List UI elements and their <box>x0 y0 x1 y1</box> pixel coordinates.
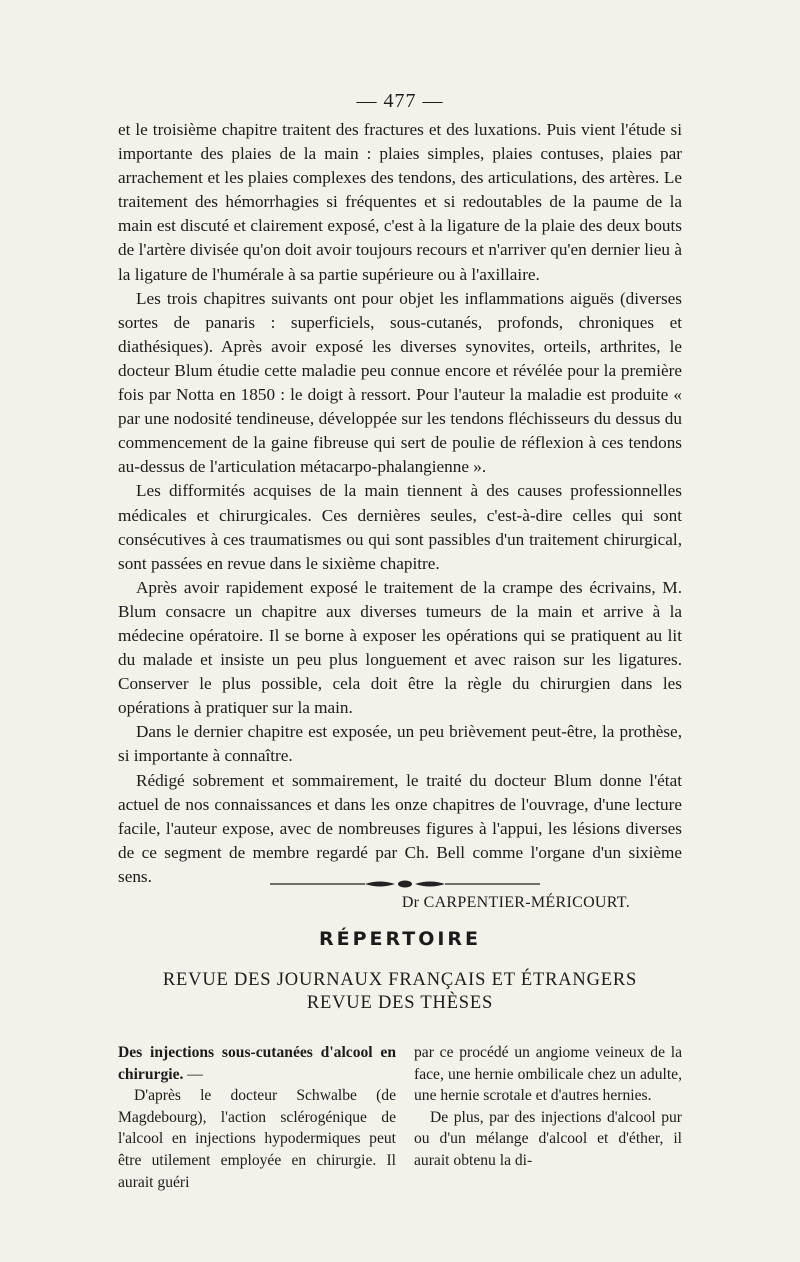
article-text: D'après le docteur Schwalbe (de Magdebourg), l'action sclérogénique de l'alcool en injections hypodermiques peut être utilement employée en chirurgie. Il aurait guéri <box>118 1087 396 1191</box>
paragraph: Après avoir rapidement exposé le traitement de la crampe des écrivains, M. Blum consacre un chapitre aux diverses tumeurs de la main et arrive à la médecine opératoire. Il se borne à exposer les opérations qui se pratiquent au lit du malade et insiste un peu plus longuement et avec raison sur les ligatures. Conserver le plus possible, cela doit être la règle du chirurgien dans les opérations à pratiquer sur la main. <box>118 577 682 718</box>
section-heading: REVUE DES JOURNAUX FRANÇAIS ET ÉTRANGERS <box>162 970 638 990</box>
paragraph: Les trois chapitres suivants ont pour objet les inflammations aiguës (diverses sortes de panaris : superficiels, sous-cutanés, profonds, chroniques et diathésiques). Après avoir exposé les diverses synovites, orteils, arthrites, le docteur Blum étudie cette maladie peu connue encore et révélée pour la première fois par Notta en 1850 : le doigt à ressort. Pour l'auteur la maladie est produite « par une nodosité tendineuse, développée sur les tendons fléchisseurs du dessus du commencement de la gaine fibreuse qui sert de poulie de réflexion à ces tendons au-dessus de l'articulation métacarpo-phalangienne ». <box>118 288 682 477</box>
section-title: RÉPERTOIRE <box>318 928 482 950</box>
author-signature: Dr CARPENTIER-MÉRICOURT. <box>401 894 630 911</box>
book-review-body <box>118 118 682 915</box>
article-text: De plus, par des injections d'alcool pur ou d'un mélange d'alcool et d'éther, il aurait obtenu la di- <box>414 1108 682 1169</box>
paragraph: et le troisième chapitre traitent des fractures et des luxations. Puis vient l'étude si importante des plaies de la main : plaies simples, plaies contuses, plaies par arrachement et les plaies complexes des tendons, des articulations, des artères. Le traitement des hémorrhagies si fréquentes et si redoutables de la paume de la main est discuté et clairement exposé, c'est à la ligature de la plaie des deux bouts de l'artère divisée qu'on doit avoir toujours recours et n'arriver qu'en dernier lieu à la ligature de l'humérale à sa partie supérieure ou à l'axillaire. <box>118 120 682 284</box>
article-text: par ce procédé un angiome veineux de la face, une hernie ombilicale chez un adulte, une hernie scrotale et d'autres hernies. <box>414 1044 682 1105</box>
article-heading <box>118 1042 396 1085</box>
page-number: — 477 — <box>356 90 444 112</box>
paragraph: Les difformités acquises de la main tiennent à des causes professionnelles médicales et chirurgicales. Ces dernières seules, c'est-à-dire celles qui sont consécutives à ces traumatismes ou qui sont passibles d'un traitement chirurgical, sont passées en revue dans le sixième chapitre. <box>118 481 682 573</box>
article-title: Des injections sous-cutanées d'alcool en chirurgie. <box>118 1044 396 1083</box>
section-subheading: REVUE DES THÈSES <box>306 993 494 1013</box>
ornamental-rule <box>270 878 540 890</box>
left-column <box>118 1042 396 1193</box>
paragraph: Dans le dernier chapitre est exposée, un peu brièvement peut-être, la prothèse, si importante à connaître. <box>118 722 682 766</box>
title-dash: — <box>183 1065 203 1083</box>
right-column <box>414 1042 682 1172</box>
paragraph: Rédigé sobrement et sommairement, le traité du docteur Blum donne l'état actuel de nos connaissances et dans les onze chapitres de l'ouvrage, d'une lecture facile, l'auteur expose, avec de nombreuses figures à l'appui, les lésions diverses de ce segment de membre regardé par Ch. Bell comme l'organe d'un sixième sens. <box>118 770 682 886</box>
